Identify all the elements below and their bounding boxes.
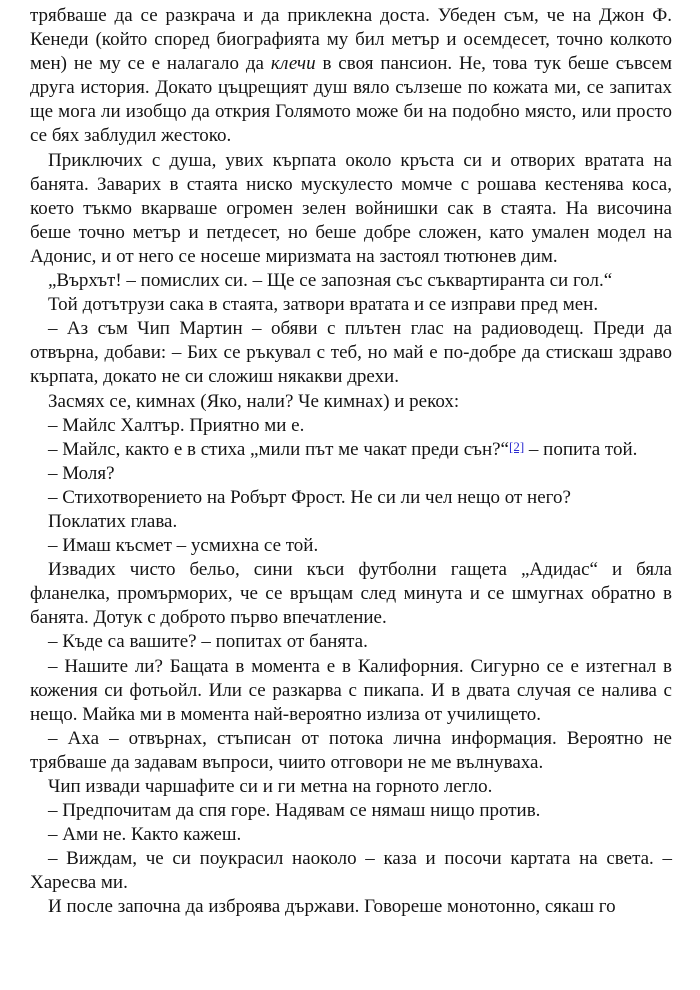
paragraph [30,558,672,630]
text-run: – Предпочитам да спя горе. Надявам се нямаш нищо против. [48,800,541,822]
text-run: И после започна да изброява държави. Говореше монотонно, сякаш го [48,896,616,918]
paragraph [30,775,672,799]
text-run: – Къде са вашите? – попитах от банята. [48,631,368,653]
paragraph [30,510,672,534]
paragraph [30,486,672,510]
text-run: Чип извади чаршафите си и ги метна на горното легло. [48,776,493,797]
text-run: Засмях се, кимнах (Яко, нали? Че кимнах) и рекох: [48,390,460,412]
text-run: трябваше да се разкрача и да приклекна доста. Убеден съм, че на Джон Ф. Кенеди (който според биографията му бил метър и осемдесет, точно колкото мен) не му се е налагало да [30,5,672,75]
text-run: Приключих с душа, увих кърпата около кръста си и отворих вратата на банята. Заварих в стаята ниско мускулесто момче с рошава кестенява коса, което тъкмо вкарваше огромен зелен войнишки сак в стаята. На височина беше точно метър и петдесет, но беше добре сложен, като умален модел на Адонис, и от него се носеше миризмата на застоял тютюнев дим. [30,149,672,267]
paragraph [30,438,672,462]
paragraph [30,630,672,654]
paragraph [30,269,672,293]
paragraph [30,847,672,895]
text-run: – Моля? [48,462,115,484]
text-run: Извадих чисто бельо, сини къси футболни гащета „Адидас“ и бяла фланелка, промърморих, че се връщам след минута и се шмугнах обратно в банята. Дотук с доброто първо впечатление. [30,559,672,629]
paragraph [30,390,672,414]
paragraph [30,823,672,847]
text-run: в своя пансион. Не, това тук беше съвсем друга история. Докато цъцрещият душ вяло сълзеше по кожата ми, се запитах ще мога ли изобщо да открия Голямото може би на подобно място, или просто се бях заблудил жестоко. [30,53,672,147]
text-run: – Виждам, че си поукрасил наоколо – каза и посочи картата на света. – Харесва ми. [30,848,672,894]
paragraph [30,799,672,823]
text-run: – Аз съм Чип Мартин – обяви с плътен глас на радиоводещ. Преди да отвърна, добави: – Бих се ръкувал с теб, но май е по-добре да стискаш здраво кърпата, докато не си сложиш някакви дрехи. [30,318,672,388]
paragraph [30,895,672,919]
text-run: – Имаш късмет – усмихна се той. [48,535,319,557]
paragraph [30,149,672,269]
paragraph [30,534,672,558]
text-run: Поклатих глава. [48,510,178,532]
paragraph [30,462,672,486]
text-run: – Нашите ли? Бащата в момента е в Калифорния. Сигурно се е изтегнал в кожения си фотьойл. Или се разкарва с пикапа. И в двата случая се налива с нещо. Майка ми в момента най-вероятно излиза от училището. [30,655,672,725]
paragraph [30,317,672,389]
footnote-link[interactable]: [2] [509,438,525,454]
paragraph [30,414,672,438]
paragraph [30,727,672,775]
paragraph [30,293,672,317]
text-run: – Ами не. Както кажеш. [48,824,242,846]
paragraph [30,655,672,727]
emphasis-text: клечи [270,53,316,75]
text-run: – попита той. [524,438,638,460]
text-run: – Стихотворението на Робърт Фрост. Не си ли чел нещо от него? [48,486,571,508]
text-run: – Аха – отвърнах, стъписан от потока лична информация. Вероятно не трябваше да задавам въпроси, чиито отговори не ме вълнуваха. [30,727,672,773]
text-run: – Майлс Халтър. Приятно ми е. [48,414,305,436]
paragraph [30,4,672,149]
text-run: „Върхът! – помислих си. – Ще се запозная със съквартиранта си гол.“ [48,270,613,292]
text-run: – Майлс, както е в стиха „мили път ме чакат преди сън?“ [48,438,509,460]
text-run: Той дотътрузи сака в стаята, затвори вратата и се изправи пред мен. [48,294,599,316]
